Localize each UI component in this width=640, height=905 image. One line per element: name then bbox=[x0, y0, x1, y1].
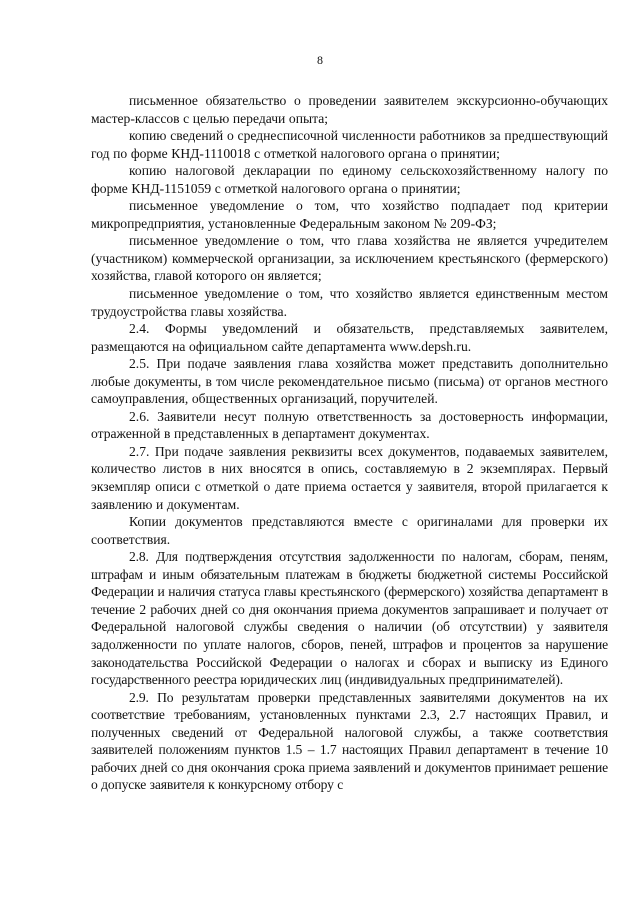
paragraph-founder-notice: письменное уведомление о том, что глава хозяйства не является учредителем (участником) коммерческой организации, за исключением крестьянского (фермерского) хозяйства, главой которого он является; bbox=[91, 233, 608, 284]
paragraph-tax-declaration: копию налоговой декларации по единому сельскохозяйственному налогу по форме КНД-1151059 с отметкой налогового органа о принятии; bbox=[91, 163, 608, 196]
paragraph-2-4: 2.4. Формы уведомлений и обязательств, представляемых заявителем, размещаются на официальном сайте департамента www.depsh.ru. bbox=[91, 321, 608, 354]
page-number: 8 bbox=[317, 53, 323, 67]
paragraph-2-6: 2.6. Заявители несут полную ответственность за достоверность информации, отраженной в представленных в департамент документах. bbox=[91, 408, 608, 442]
paragraph-2-5: 2.5. При подаче заявления глава хозяйства может представить дополнительно любые документы, в том числе рекомендательное письмо (письма) от органов местного самоуправления, общественных организаций, поручителей. bbox=[91, 356, 608, 407]
paragraph-copies-originals: Копии документов представляются вместе с оригиналами для проверки их соответствия. bbox=[91, 514, 608, 547]
document-body bbox=[91, 92, 608, 794]
paragraph-obligation-master-classes: письменное обязательство о проведении заявителем экскурсионно-обучающих мастер-классов с целью передачи опыта; bbox=[91, 93, 608, 126]
paragraph-2-9: 2.9. По результатам проверки представленных заявителями документов на их соответствие требованиям, установленных пунктами 2.3, 2.7 настоящих Правил, и полученных сведений от Федеральной налоговой службы, а также соответствия заявителей положениям пунктов 1.5 – 1.7 настоящих Правил департамент в течение 10 рабочих дней со дня окончания срока приема заявлений и документов принимает решение о допуске заявителя к конкурсному отбору с bbox=[91, 689, 608, 793]
paragraph-2-8: 2.8. Для подтверждения отсутствия задолженности по налогам, сборам, пеням, штрафам и иным обязательным платежам в бюджеты бюджетной системы Российской Федерации и наличия статуса главы крестьянского (фермерского) хозяйства департамент в течение 2 рабочих дней со дня окончания приема документов запрашивает и получает от Федеральной налоговой службы сведения о наличии (об отсутствии) у заявителя задолженности по уплате налогов, сборов, пеней, штрафов и процентов за нарушение законодательства Российской Федерации о налогах и сборах и выписку из Единого государственного реестра юридических лиц (индивидуальных предпринимателей). bbox=[91, 549, 608, 688]
paragraph-microenterprise-notice: письменное уведомление о том, что хозяйство подпадает под критерии микропредприятия, установленные Федеральным законом № 209-ФЗ; bbox=[91, 198, 608, 231]
paragraph-employment-notice: письменное уведомление о том, что хозяйство является единственным местом трудоустройства главы хозяйства. bbox=[91, 286, 608, 319]
paragraph-headcount-info: копию сведений о среднесписочной численности работников за предшествующий год по форме КНД-1110018 с отметкой налогового органа о принятии; bbox=[91, 128, 608, 161]
paragraph-2-7: 2.7. При подаче заявления реквизиты всех документов, подаваемых заявителем, количество листов в них вносятся в опись, составляемую в 2 экземплярах. Первый экземпляр описи с отметкой о дате приема остается у заявителя, второй прилагается к заявлению и документам. bbox=[91, 443, 608, 512]
